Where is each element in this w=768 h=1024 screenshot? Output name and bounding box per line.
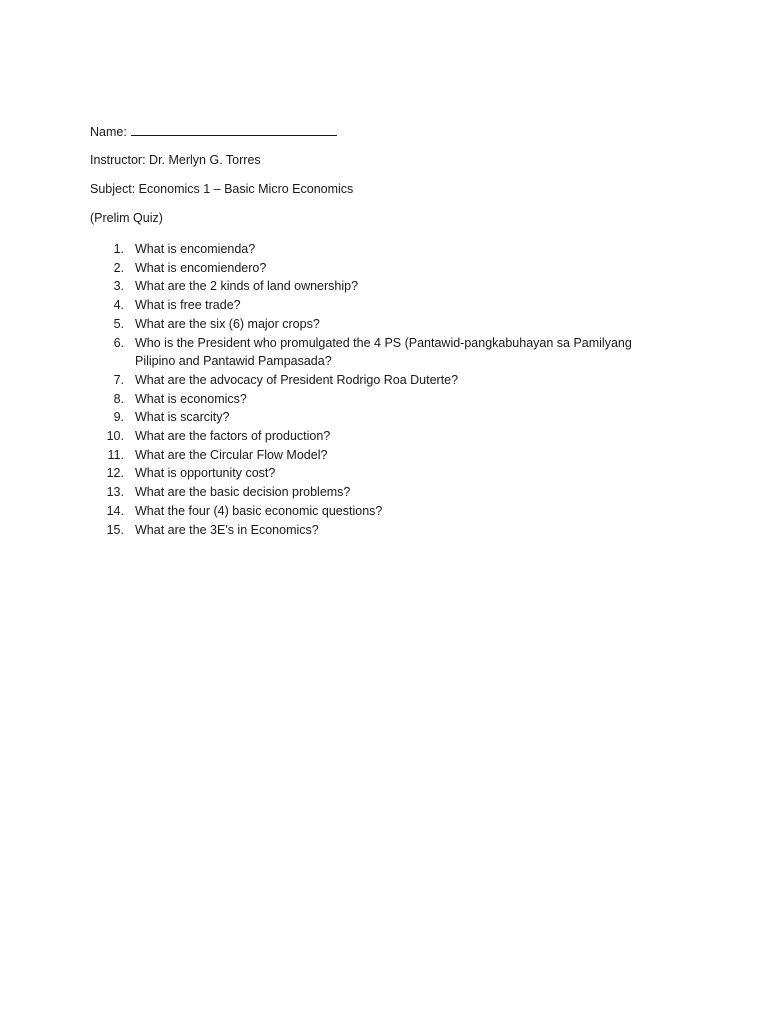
question-text: What the four (4) basic economic questions? [135, 503, 383, 518]
question-number: 8. [113, 391, 124, 406]
question-number: 15. [106, 522, 124, 537]
question-item [90, 277, 650, 296]
subject-line: Subject: Economics 1 – Basic Micro Economics [90, 182, 354, 196]
question-text: What are the 2 kinds of land ownership? [135, 279, 359, 294]
question-text: What is encomiendero? [135, 260, 267, 275]
question-number: 1. [113, 242, 124, 256]
question-text: What are the 3E's in Economics? [135, 522, 319, 537]
question-number: 11. [107, 447, 124, 462]
document-body [90, 123, 650, 539]
question-number: 14. [106, 503, 124, 518]
question-text: What is scarcity? [135, 410, 230, 425]
question-number: 6. [113, 335, 124, 350]
name-blank [131, 123, 337, 136]
instructor-line: Instructor: Dr. Merlyn G. Torres [90, 153, 261, 167]
question-text: Who is the President who promulgated the 4 PS (Pantawid-pangkabuhayan sa Pamilyang Pilipino and Pantawid Pampasada? [135, 335, 632, 369]
question-text: What are the basic decision problems? [135, 485, 351, 500]
question-item [90, 296, 650, 315]
question-item [90, 390, 650, 409]
question-number: 3. [113, 279, 124, 294]
name-line [90, 123, 650, 139]
question-text: What is free trade? [135, 298, 241, 313]
question-list [90, 240, 650, 539]
question-item [90, 315, 650, 334]
question-text: What are the advocacy of President Rodrigo Roa Duterte? [135, 372, 459, 387]
question-number: 9. [113, 410, 124, 425]
question-number: 7. [113, 372, 124, 387]
question-item [90, 408, 650, 427]
question-item [90, 259, 650, 278]
question-text: What are the factors of production? [135, 429, 331, 444]
question-item [90, 427, 650, 446]
quiz-type-line: (Prelim Quiz) [90, 211, 163, 225]
question-item [90, 334, 650, 371]
question-item [90, 371, 650, 390]
question-item [90, 464, 650, 483]
question-text: What are the six (6) major crops? [135, 316, 320, 331]
question-text: What is opportunity cost? [135, 466, 276, 481]
question-number: 5. [113, 316, 124, 331]
question-text: What are the Circular Flow Model? [135, 447, 328, 462]
question-text: What is economics? [135, 391, 247, 406]
question-item [90, 502, 650, 521]
question-item [90, 446, 650, 465]
question-item [90, 240, 650, 259]
question-number: 13. [106, 485, 124, 500]
question-item [90, 521, 650, 540]
question-number: 12. [106, 466, 124, 481]
question-number: 2. [113, 260, 124, 275]
name-label: Name: [90, 125, 127, 139]
question-number: 10. [106, 429, 124, 444]
question-item [90, 483, 650, 502]
question-text: What is encomienda? [135, 242, 256, 256]
question-number: 4. [113, 298, 124, 313]
